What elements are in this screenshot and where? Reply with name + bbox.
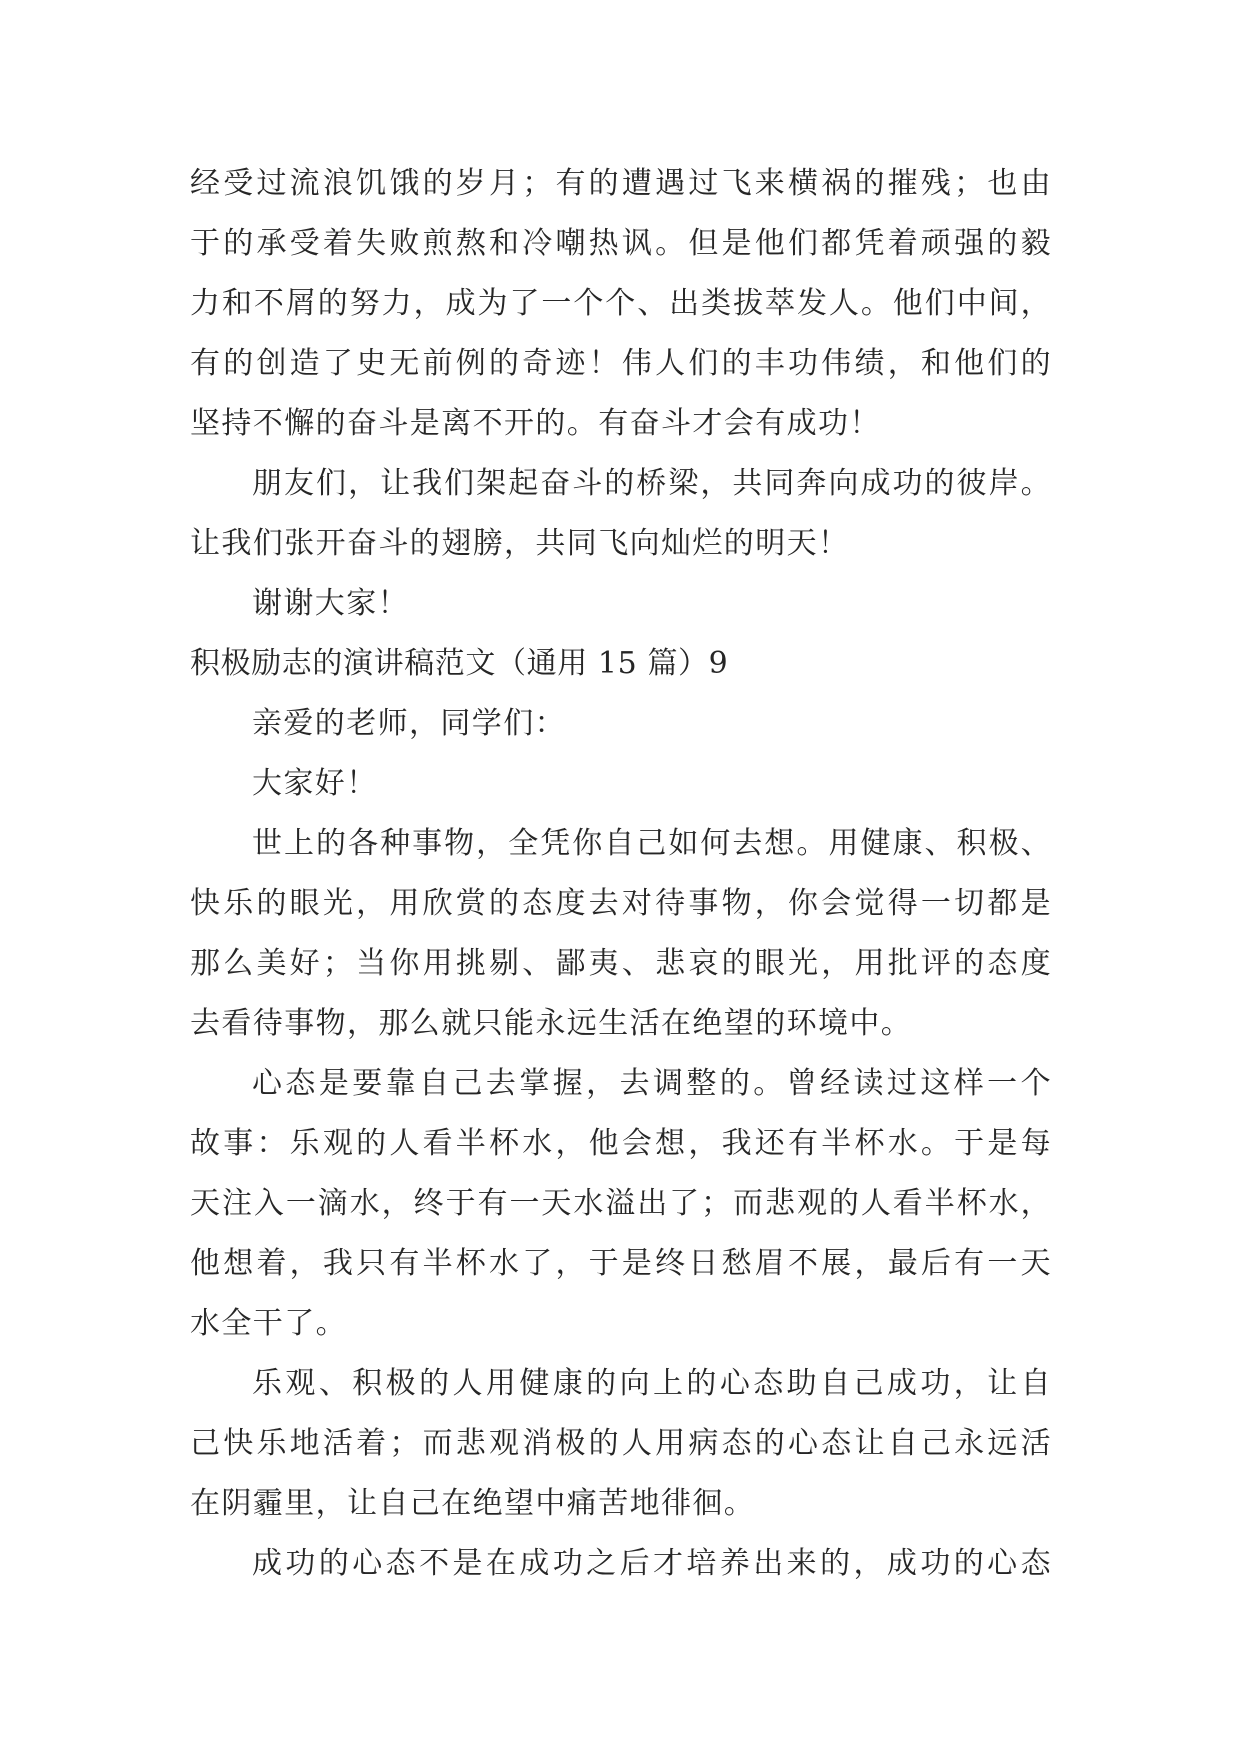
text-line: 他想着，我只有半杯水了，于是终日愁眉不展，最后有一天 — [190, 1246, 1052, 1281]
text-line: 己快乐地活着；而悲观消极的人用病态的心态让自己永远活 — [190, 1426, 1052, 1461]
text-line: 有的创造了史无前例的奇迹！伟人们的丰功伟绩，和他们的 — [190, 346, 1052, 381]
document-body — [190, 154, 1052, 1594]
text-line: 快乐的眼光，用欣赏的态度去对待事物，你会觉得一切都是 — [190, 886, 1052, 921]
text-line: 天注入一滴水，终于有一天水溢出了；而悲观的人看半杯水， — [190, 1186, 1052, 1221]
section-heading: 积极励志的演讲稿范文（通用 15 篇）9 — [190, 646, 729, 681]
text-line: 成功的心态不是在成功之后才培养出来的，成功的心态 — [252, 1546, 1052, 1581]
text-line: 那么美好；当你用挑剔、鄙夷、悲哀的眼光，用批评的态度 — [190, 946, 1052, 981]
text-line: 亲爱的老师，同学们： — [252, 706, 566, 741]
text-line: 在阴霾里，让自己在绝望中痛苦地徘徊。 — [190, 1486, 756, 1521]
text-line: 经受过流浪饥饿的岁月；有的遭遇过飞来横祸的摧残；也由 — [190, 166, 1052, 201]
text-line: 坚持不懈的奋斗是离不开的。有奋斗才会有成功！ — [190, 406, 881, 441]
text-line: 让我们张开奋斗的翅膀，共同飞向灿烂的明天！ — [190, 526, 850, 561]
text-line: 乐观、积极的人用健康的向上的心态助自己成功，让自 — [252, 1366, 1052, 1401]
text-line: 水全干了。 — [190, 1306, 347, 1341]
text-line: 力和不屑的努力，成为了一个个、出类拔萃发人。他们中间， — [190, 286, 1052, 321]
text-line: 故事：乐观的人看半杯水，他会想，我还有半杯水。于是每 — [190, 1126, 1052, 1161]
text-line: 谢谢大家！ — [252, 586, 409, 621]
text-line: 大家好！ — [252, 766, 378, 801]
text-line: 去看待事物，那么就只能永远生活在绝望的环境中。 — [190, 1006, 913, 1041]
text-line: 朋友们，让我们架起奋斗的桥梁，共同奔向成功的彼岸。 — [252, 466, 1052, 501]
text-line: 于的承受着失败煎熬和冷嘲热讽。但是他们都凭着顽强的毅 — [190, 226, 1052, 261]
text-line: 世上的各种事物，全凭你自己如何去想。用健康、积极、 — [252, 826, 1052, 861]
text-line: 心态是要靠自己去掌握，去调整的。曾经读过这样一个 — [252, 1066, 1052, 1101]
